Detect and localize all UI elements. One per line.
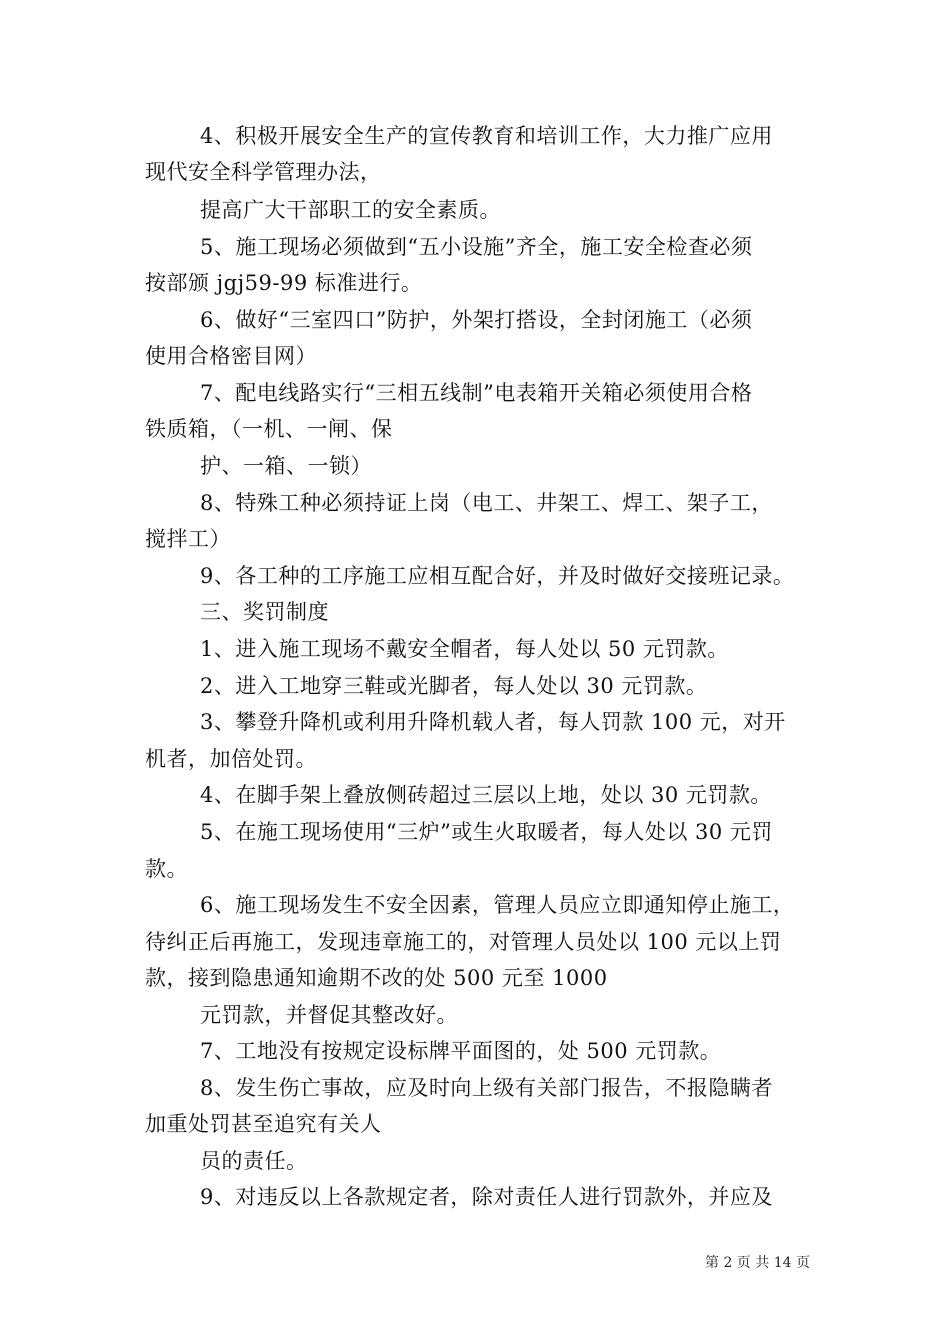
paragraph-line: 8、发生伤亡事故，应及时向上级有关部门报告，不报隐瞒者 — [200, 1076, 773, 1100]
paragraph-line: 加重处罚甚至追究有关人 — [145, 1112, 382, 1136]
paragraph-line: 按部颁 jgj59-99 标准进行。 — [145, 271, 423, 295]
paragraph-line: 2、进入工地穿三鞋或光脚者，每人处以 30 元罚款。 — [200, 674, 708, 698]
paragraph-line: 搅拌工） — [145, 527, 231, 551]
paragraph-line: 7、工地没有按规定设标牌平面图的，处 500 元罚款。 — [200, 1039, 722, 1063]
paragraph-line: 1、进入施工现场不戴安全帽者，每人处以 50 元罚款。 — [200, 637, 729, 661]
paragraph-line: 员的责任。 — [200, 1149, 308, 1173]
paragraph-line: 护、一箱、一锁） — [200, 454, 372, 478]
paragraph-line: 待纠正后再施工，发现违章施工的，对管理人员处以 100 元以上罚 — [145, 930, 782, 954]
paragraph-line: 9、各工种的工序施工应相互配合好，并及时做好交接班记录。 — [200, 564, 795, 588]
paragraph-line: 5、在施工现场使用“三炉”或生火取暖者，每人处以 30 元罚 — [200, 820, 773, 844]
paragraph-line: 机者，加倍处罚。 — [145, 747, 317, 771]
paragraph-line: 9、对违反以上各款规定者，除对责任人进行罚款外，并应及 — [200, 1185, 773, 1209]
paragraph-line: 提高广大干部职工的安全素质。 — [200, 198, 501, 222]
paragraph-line: 7、配电线路实行“三相五线制”电表箱开关箱必须使用合格 — [200, 381, 753, 405]
paragraph-line: 元罚款，并督促其整改好。 — [200, 1003, 458, 1027]
paragraph-line: 4、在脚手架上叠放侧砖超过三层以上地，处以 30 元罚款。 — [200, 783, 772, 807]
paragraph-line: 现代安全科学管理办法， — [145, 160, 382, 184]
paragraph-line: 3、攀登升降机或利用升降机载人者，每人罚款 100 元，对开 — [200, 710, 786, 734]
paragraph-line: 铁质箱，（一机、一闸、保 — [145, 417, 393, 441]
paragraph-line: 6、施工现场发生不安全因素，管理人员应立即通知停止施工， — [200, 893, 795, 917]
paragraph-line: 8、特殊工种必须持证上岗（电工、井架工、焊工、架子工， — [200, 491, 773, 515]
paragraph-line: 使用合格密目网） — [145, 344, 317, 368]
paragraph-line: 款，接到隐患通知逾期不改的处 500 元至 1000 — [145, 966, 608, 990]
paragraph-line: 款。 — [145, 857, 188, 881]
paragraph-line: 4、积极开展安全生产的宣传教育和培训工作，大力推广应用 — [200, 124, 773, 148]
page-number: 第 2 页 共 14 页 — [705, 1255, 810, 1271]
paragraph-line: 5、施工现场必须做到“五小设施”齐全，施工安全检查必须 — [200, 235, 753, 259]
paragraph-line: 6、做好“三室四口”防护，外架打搭设，全封闭施工（必须 — [200, 308, 753, 332]
section-heading: 三、奖罚制度 — [200, 600, 329, 624]
